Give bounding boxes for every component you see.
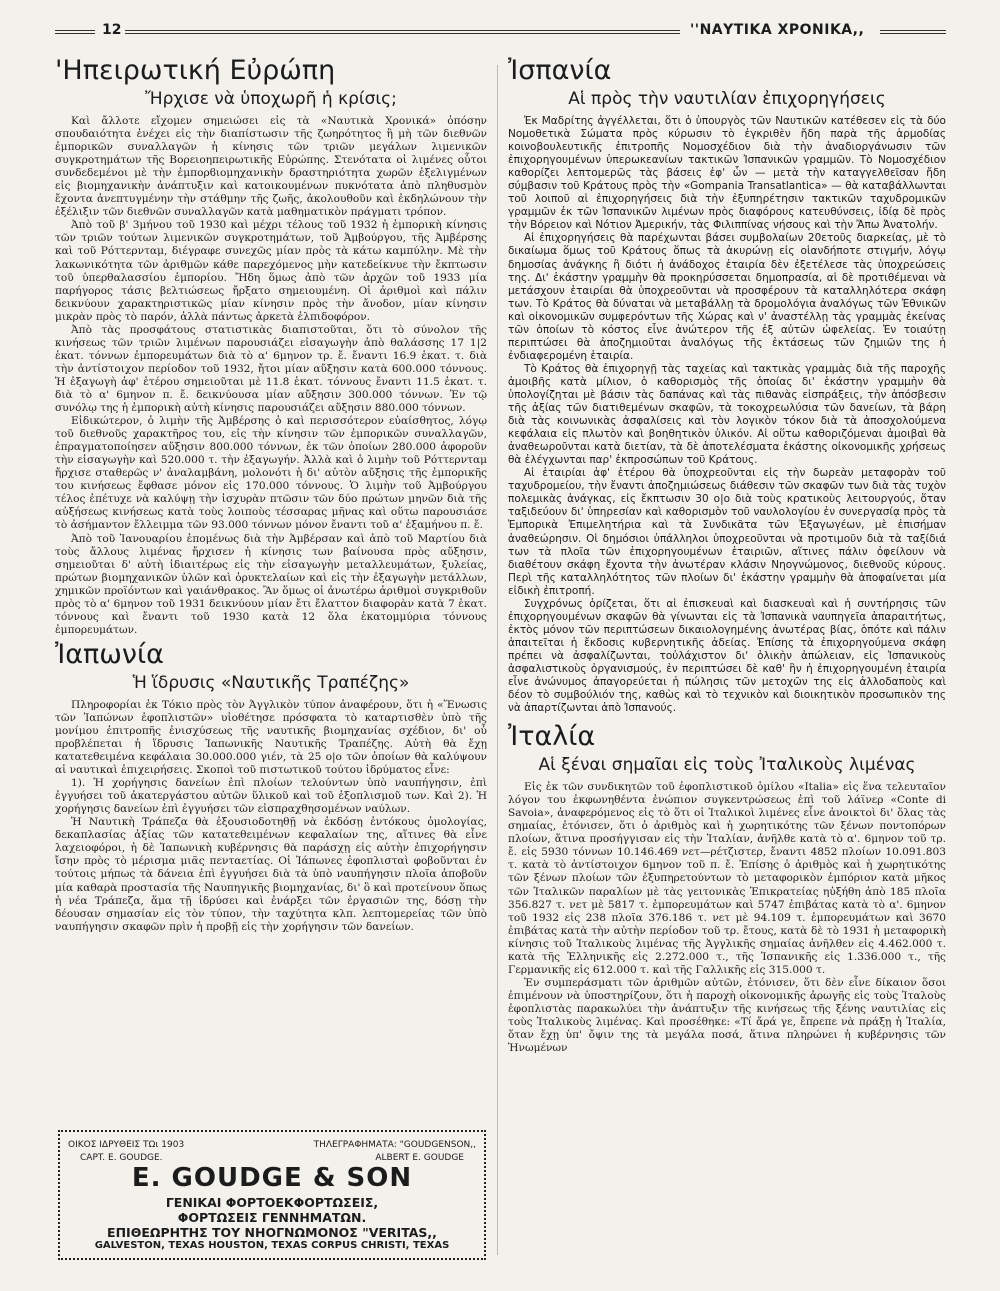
ad-top-row bbox=[68, 1140, 476, 1150]
left-column bbox=[55, 55, 487, 934]
japan-subheading: Ἡ ἵδρυσις «Ναυτικῆς Τραπέζης» bbox=[132, 672, 410, 693]
japan-paragraph: Ἡ Ναυτικὴ Τράπεζα θὰ ἐξουσιοδοτηθῇ νὰ ἐκδόσῃ ἐντόκους ὁμολογίας, δεκαπλασίας ἀξίας τῶν κατατεθειμένων κεφαλαίων της, αἵτινες θὰ εἶνε λαχειοφόροι, ἡ δὲ Ἰαπωνικὴ κυβέρνησις θὰ παράσχῃ εἰς αὐτὴν ἐπιχορήγησιν ἴσην πρὸς τὸ μέρισμα μιᾶς πενταετίας. Οἱ Ἰάπωνες ἐφοπλισταὶ φοβοῦνται ἐν τούτοις μήπως τὰ δάνεια ἐπὶ ἐγγυήσει διὰ τὰ ὑπὸ ναυπήγησιν πλοῖα ἀποβοῦν μία καθαρὰ προστασία τῆς Ναυπηγικῆς βιομηχανίας, δι' ὃ καὶ προτείνουν ὅπως ἡ νέα Τράπεζα, ἅμα τῇ ἱδρύσει καὶ ἐνάρξει τῶν ἐργασιῶν της, δόσῃ τὴν δέουσαν σημασίαν εἰς τὸν τύπον, τὴν ταχύτητα κλπ. λεπτομερείας τῶν ὑπὸ ναυπήγησιν σκαφῶν πρὶν ἡ προβῇ εἰς τὴν χορήγησιν τῶν δανείων. bbox=[55, 816, 487, 933]
goudge-advertisement bbox=[58, 1130, 486, 1260]
right-column bbox=[508, 55, 946, 1055]
header-rule-right bbox=[880, 30, 946, 34]
europe-subheading: Ἤρχισε νὰ ὑποχωρῆ ἡ κρίσις; bbox=[145, 89, 397, 109]
ad-company-name: E. GOUDGE & SON bbox=[131, 1163, 413, 1193]
ad-capt: CAPT. E. GOUDGE. bbox=[80, 1153, 163, 1163]
column-divider bbox=[497, 65, 498, 1255]
header-rule-middle bbox=[125, 30, 680, 34]
header-rule-left bbox=[55, 30, 95, 34]
japan-paragraph: Πληροφορίαι ἐκ Τόκιο πρὸς τὸν Ἀγγλικὸν τύπον ἀναφέρουν, ὅτι ἡ «Ἕνωσις τῶν Ἰαπώνων ἐφοπλιστῶν» υἱοθέτησε πρόσφατα τὸ καταρτισθὲν ὑπὸ τῆς μονίμου ἐπιτροπῆς ἐνισχύσεως τῆς ναυτικῆς βιομηχανίας σχέδιον, δι' οὗ προβλέπεται ἡ ἵδρυσις Ἰαπωνικῆς Ναυτικῆς Τραπέζης. Αὐτὴ θὰ ἔχῃ κατατεθειμένα κεφάλαια 30.000.000 γιέν, τὰ 25 ο|ο τῶν ὁποίων θὰ καλύψουν αἱ ναυτικαὶ ἐπιχειρήσεις. Σκοποὶ τοῦ πιστωτικοῦ τούτου ἱδρύματος εἶνε: bbox=[55, 698, 487, 777]
ad-locations: GALVESTON, TEXAS HOUSTON, TEXAS CORPUS CHRISTI, TEXAS bbox=[94, 1240, 450, 1251]
italy-paragraph: Εἰς ἐκ τῶν συνδικητῶν τοῦ ἐφοπλιστικοῦ ὁμίλου «Italia» εἰς ἕνα τελευταῖον λόγον του ἐκφωνηθέντα ἐνώπιον συγκεντρώσεως ἐπὶ τοῦ λάϊνερ «Conte di Savoia», ἀναφερόμενος εἰς τὸ ὅτι οἱ Ἰταλικοὶ λιμένες εἶνε ἀνοικτοὶ δι' ὅλας τὰς σημαίας, ἐτόνισεν, ὅτι ὁ ἀριθμὸς καὶ ἡ χωρητικότης τῶν ξένων ποντοπόρων πλοίων, ἅτινα προσήγγισαν εἰς τὴν Ἰταλίαν, ἀνῆλθε κατὰ τὸ α'. 6μηνον τοῦ τρ. ἔ. εἰς 5930 τόννων 10.146.469 νετ—ρέτζιστερ, ἔναντι 4852 πλοίων 10.091.803 τ. κατὰ τὸ ἀντίστοιχον 6μηνον τοῦ π. ἔ. Ἐπίσης ὁ ἀριθμὸς καὶ ἡ χωρητικότης τῶν ξένων πλοίων τῶν ἐξυπηρετούντων τὸ μεταφορικὸν ἐμπόριον κατὰ μῆκος τῶν Ἰταλικῶν παραλίων μὲ τὰς γειτονικὰς Ἐπικρατείας ηὐξήθη ἀπὸ 185 πλοῖα 356.827 τ. νετ μὲ 5817 τ. ἐμπορευμάτων καὶ 5747 ἐπιβάτας κατὰ τὸ α'. 6μηνον τοῦ 1932 εἰς 238 πλοῖα 376.186 τ. νετ μὲ 94.109 τ. ἐμπορευμάτων καὶ 3670 ἐπιβάτας κατὰ τὴν αὐτὴν περίοδον τοῦ τρ. ἔτους, κατὰ δὲ τὸ 1931 ἡ μεταφορικὴ κίνησις τοῦ Ἰταλικοὺς λιμένας τῆς Ἀγγλικῆς σημαίας ἀνῆλθεν εἰς 4.462.000 τ. κατὰ τῆς Ἑλληνικῆς εἰς 2.272.000 τ., τῆς Ἰσπανικῆς εἰς 1.336.000 τ., τῆς Γερμανικῆς εἰς 612.000 τ. καὶ τῆς Γαλλικῆς εἰς 315.000 τ. bbox=[508, 781, 946, 976]
spain-subheading: Αἱ πρὸς τὴν ναυτιλίαν ἐπιχορηγήσεις bbox=[568, 89, 886, 109]
europe-paragraph: Ἀπὸ τὰς προσφάτους στατιστικὰς διαπιστοῦται, ὅτι τὸ σύνολον τῆς κινήσεως τῶν τριῶν λιμένων παρουσιάζει εἰσαγωγὴν ἀπὸ θαλάσσης 17 1|2 ἑκατ. τόννων ἐμπορευμάτων διὰ τὸ α' 6μηνον τρ. ἔ. ἔναντι 16.9 ἑκατ. τ. διὰ τὴν ἀντίστοιχον περίοδον τοῦ 1932, ἤτοι μίαν αὔξησιν κατὰ 600.000 τόννους. Ἡ ἐξαγωγὴ ἀφ' ἑτέρου σημειοῦται μὲ 11.8 ἑκατ. τόννους ἔναντι 11.5 ἑκατ. τ. διὰ τὸ α' 6μηνον π. ἔ. δεικνύουσα μίαν αὔξησιν 300.000 τόννων. Ἐν τῷ συνόλῳ της ἡ ἐμπορικὴ αὐτὴ κίνησις παρουσιάζει αὔξησιν 880.000 τόννων. bbox=[55, 323, 487, 415]
ad-line: ΓΕΝΙΚΑΙ ΦΟΡΤΟΕΚΦΟΡΤΩΣΕΙΣ, bbox=[165, 1195, 379, 1210]
italy-heading: Ἰταλία bbox=[508, 721, 596, 753]
spain-paragraph: Τὸ Κράτος θὰ ἐπιχορηγῇ τὰς ταχείας καὶ τακτικὰς γραμμὰς διὰ τῆς παροχῆς ἀμοιβῆς κατὰ μίλιον, ὁ καθορισμὸς τῆς ὁποίας δι' ἑκάστην γραμμὴν θὰ ὑπολογίζηται μὲ βάσιν τὰς δαπάνας καὶ τὰς πιθανὰς εἰσπράξεις, τὴν ἀπόσβεσιν τῆς ἀξίας τῶν διατιθεμένων σκαφῶν, τὰ τοκοχρεωλύσια τῶν δανείων, τὰ βάρη διὰ τὰς κοινωνικὰς ἀσφαλίσεις καὶ τὸν λογικὸν τόκον διὰ τὰ ἀποσχολούμενα κεφάλαια εἰς πλωτὸν καὶ βοηθητικὸν ὑλικόν. Αἱ οὕτω καθοριζόμεναι ἀμοιβαὶ θὰ ἀναθεωροῦνται κατὰ διετίαν, τὰ δὲ ἀποτελέσματα ἑκάστης οἰκονομικῆς χρήσεως θὰ ἐλέγχωνται παρ' ἐκπροσώπων τοῦ Κράτους. bbox=[508, 362, 946, 467]
ad-albert: ALBERT E. GOUDGE bbox=[375, 1153, 464, 1163]
japan-paragraph: 1). Ἡ χορήγησις δανείων ἐπὶ πλοίων τελούντων ὑπὸ ναυπήγησιν, ἐπὶ ἐγγυήσει τοῦ ἀκατεργάστου αὐτῶν ὕλικοῦ καὶ τοῦ ἐξοπλισμοῦ των. Καὶ 2). Ἡ χορήγησις δανείων ἐπὶ ἐγγυήσει τῶν εἰσπραχθησομένων ναύλων. bbox=[55, 777, 487, 816]
japan-heading: Ἰαπωνία bbox=[55, 638, 164, 670]
spain-paragraph: Συγχρόνως ὁρίζεται, ὅτι αἱ ἐπισκευαὶ καὶ διασκευαὶ καὶ ἡ συντήρησις τῶν ἐπιχορηγουμένων σκαφῶν θὰ γίνωνται εἰς τὰ Ἰσπανικὰ ναυπηγεῖα ἀπαραιτήτως, ἐκτὸς μόνον τῶν περιπτώσεων δικαιολογημένης ἀνωτέρας βίας, ὁπότε καὶ πάλιν ἀπαιτεῖται ἡ ἔκδοσις κυβερνητικῆς ἀδείας. Ἐπίσης τὰ ἐπιχορηγούμενα σκάφη πρέπει νὰ ἀσφαλίζωνται, τοὐλάχιστον δι' ὁλικὴν ἀπώλειαν, εἰς Ἰσπανικοὺς ἀσφαλιστικοὺς ὀργανισμούς, ἐν περιπτώσει δὲ καθ' ἣν ἡ ἐπιχορηγουμένη ἑταιρία εἶνε ἀνώνυμος ἀπαγορεύεται ἡ πώλησις τῶν μετοχῶν της εἰς ἀλλοδαποὺς καὶ δέον τὸ συμβούλιόν της, καθὼς καὶ τὸ τεχνικὸν καὶ διοικητικὸν προσωπικὸν της νὰ ἀπαρτίζωνται ἀπὸ Ἰσπανούς. bbox=[508, 597, 946, 715]
italy-paragraph: Ἐν συμπεράσματι τῶν ἀριθμῶν αὐτῶν, ἐτόνισεν, ὅτι δὲν εἶνε δίκαιον ὅσοι ἐπιμένουν νὰ ὑποστηρίζουν, ὅτι ἡ παροχὴ οἰκονομικῆς ἀρωγῆς εἰς τοὺς Ἰταλοὺς ἐφοπλιστὰς παρακωλύει τὴν ἀνάπτυξιν τῆς κινήσεως τῆς ξένης ναυτιλίας εἰς τοὺς Ἰταλικοὺς λιμένας. Καὶ προσέθηκε: «Τί ἄρά γε, ἔπρεπε νὰ πράξῃ ἡ Ἰταλία, ὅταν ἔχῃ ὑπ' ὄψιν της τὰ μεγάλα ποσά, ἅτινα πληρώνει ἡ κυβέρνησις τῶν Ἡνωμένων bbox=[508, 976, 946, 1055]
europe-paragraph: Ἀπὸ τοῦ β' 3μήνου τοῦ 1930 καὶ μέχρι τέλους τοῦ 1932 ἡ ἐμπορικὴ κίνησις τῶν τριῶν τούτων λιμενικῶν συγκροτημάτων, τοῦ Ἀμβούργου, τῆς Ἀμβέρσης καὶ τοῦ Ρόττερνταμ, διέγραφε συνεχῶς μίαν πρὸς τὰ κάτω καμπύλην. Μὲ τὴν λακωνικότητα τῶν ἀριθμῶν κάθε παρεχόμενος μὴν κατεδείκνυε τὴν ἔκπτωσιν τοῦ ὑπερθαλασσίου ἐμπορίου. Ἤδη ὅμως ἀπὸ τῶν ἀρχῶν τοῦ 1933 μία παρήγορος τάσις βελτιώσεως ἤρξατο σημειουμένη. Οἱ ἀριθμοὶ καὶ πάλιν δεικνύουν χαρακτηριστικῶς μίαν κίνησιν πρὸς τὴν ἄνοδον, μίαν κίνησιν μικρὰν πρὸς τὸ παρόν, ἀλλὰ πάντως ἀρκετὰ ἐλπιδοφόρον. bbox=[55, 219, 487, 323]
ad-line: ΦΟΡΤΩΣΕΙΣ ΓΕΝΝΗΜΑΤΩΝ. bbox=[177, 1210, 367, 1225]
europe-paragraph: Ἀπὸ τοῦ Ἰανουαρίου ἑπομένως διὰ τὴν Ἀμβέρσαν καὶ ἀπὸ τοῦ Μαρτίου διὰ τοὺς ἄλλους λιμένας ἤρχισεν ἡ κίνησις των βαίνουσα πρὸς αὔξησιν, σημειοῦται δ' αὐτὴ ἰδιαιτέρως εἰς τὴν εἰσαγωγὴν μεταλλευμάτων, ξυλείας, πρώτων βιομηχανικῶν ὑλῶν καὶ ὀρυκτελαίων καὶ εἰς τὴν ἐξαγωγὴν μετάλλων, χημικῶν προϊόντων καὶ γαιάνθρακος. Ἂν ὅμως οἱ ἀνωτέρω ἀριθμοὶ συγκριθοῦν πρὸς τὸ α' 6μηνον τοῦ 1931 δεικνύουν μίαν ἔτι ἔλαττον διαφορὰν κατὰ 7 ἑκατ. τόννους καὶ ἔναντι τοῦ 1930 κατὰ 12 ὅλα ἑκατομμύρια τόννους ἐμπορευμάτων. bbox=[55, 532, 487, 636]
europe-heading: 'Ηπειρωτική Εὐρώπη bbox=[55, 55, 336, 86]
page-number: 12 bbox=[102, 22, 122, 38]
spain-paragraph: Ἐκ Μαδρίτης ἀγγέλλεται, ὅτι ὁ ὑπουργὸς τῶν Ναυτικῶν κατέθεσεν εἰς τὰ δύο Νομοθετικὰ Σώματα πρὸς κύρωσιν τὸ ἐγκριθὲν ἤδη παρὰ τῆς ἁρμοδίας κοινοβουλευτικῆς ἐπιτροπῆς Νομοσχέδιον διὰ τὴν ἀναδιοργάνωσιν τῶν ἐπιχορηγουμένων ὑπερωκεανίων τακτικῶν Ἰσπανικῶν γραμμῶν. Τὸ Νομοσχέδιον καθορίζει λεπτομερῶς τὰς βάσεις ἐφ' ὧν — μετὰ τὴν καταγγελθεῖσαν ἤδη σύμβασιν τοῦ Κράτους πρὸς τὴν «Gompania Transatlantica» — θὰ καταβάλλωνται τοῦ λοιποῦ αἱ ἐπιχορηγήσεις διὰ τὴν ἐξυπηρέτησιν τακτικῶν ταχυδρομικῶν γραμμῶν ἐκ τῶν Ἰσπανικῶν λιμένων πρὸς διαφόρους κατευθύνσεις, ἰδίᾳ δὲ πρὸς τὴν Βόρειον καὶ Νότιον Ἀμερικήν, τὰς Φιλιππίνας νήσους καὶ τὴν Ἄπω Ἀνατολήν. bbox=[508, 115, 946, 232]
italy-subheading: Αἱ ξέναι σημαῖαι εἰς τοὺς Ἰταλικοὺς λιμένας bbox=[538, 755, 916, 776]
ad-line: ΕΠΙΘΕΩΡΗΤΗΣ ΤΟΥ ΝΗΟΓΝΩΜΟΝΟΣ "VERITAS,, bbox=[107, 1225, 437, 1240]
spain-paragraph: Αἱ ἐπιχορηγήσεις θὰ παρέχωνται βάσει συμβολαίων 20ετοῦς διαρκείας, μὲ τὸ δικαίωμα ὅμως τοῦ Κράτους ὅπως τὰ ἀκυρώνῃ εἰς οἱανδήποτε στιγμήν, λόγῳ δημοσίας ἀνάγκης ἢ διότι ἡ ἀνάδοχος ἑταιρία δὲν ἐξετέλεσε τὰς ὑποχρεώσεις της. Δι' ἑκάστην γραμμὴν θὰ προκηρύσσεται δημοπρασία, αἱ δὲ προτιθέμεναι νὰ μετάσχουν ἑταιρίαι θὰ ὑποχρεοῦνται νὰ προσφέρουν τὰ καταλληλότερα σκάφη των. Τὸ Κράτος θὰ δύναται νὰ μεταβάλλῃ τὰ δρομολόγια ἀναλόγως τῶν Ἐθνικῶν καὶ οἰκονομικῶν συμφερόντων τῆς Χώρας καὶ ν' ἀναστέλλῃ τὰς γραμμὰς ἐκείνας τῶν ὁποίων τὸ κόστος εἶνε ἀνώτερον τῆς ἐξ αὐτῶν ὠφελείας. Ἐν τοιαύτῃ περιπτώσει θὰ ἀποζημιοῦται ἀναλόγως τῆς ἐκτάσεως τῶν ζημιῶν της ἡ ἐνδιαφερομένη ἑταιρία. bbox=[508, 232, 946, 362]
ad-founded: ΟΙΚΟΣ ΙΔΡΥΘΕΙΣ ΤΩι 1903 bbox=[68, 1140, 185, 1150]
europe-paragraph: Εἰδικώτερον, ὁ λιμὴν τῆς Ἀμβέρσης ὁ καὶ περισσότερον εὐαίσθητος, λόγῳ τοῦ διεθνοῦς χαρακτῆρος του, εἰς τὴν κίνησιν τῶν ἐμπορικῶν συναλλαγῶν, ἐπραγματοποίησεν αὔξησιν 800.000 τόννων, ἐκ τῶν ὁποίων 280.000 ἀφοροῦν τὴν εἰσαγωγὴν καὶ 520.000 τ. τὴν ἐξαγωγήν. Ἀλλὰ καὶ ὁ λιμὴν τοῦ Ρόττερνταμ ἤρχισε σταθερῶς ν' ἀναλαμβάνη, μολονότι ἡ δι' αὐτὸν αὔξησις τῆς ἐμπορικῆς του κινήσεως ἔφθασε μόνον εἰς 170.000 τόννους. Ὁ λιμὴν τοῦ Ἀμβούργου τέλος ἐπέτυχε νὰ καλύψῃ τὴν ἰσχυρὰν πτῶσιν τῶν δύο πρώτων μηνῶν διὰ τῆς αὐξήσεως κινήσεως κατὰ τοὺς λοιποὺς τέσσαρας μῆνας καὶ οὕτω παρουσιάσε τὸ ἀσήμαντον ἔλλειμμα τῶν 93.000 τόννων μόνον ἔναντι τοῦ α' ἑξαμήνου π. ἔ. bbox=[55, 415, 487, 532]
journal-title: ''ΝΑΥΤΙΚΑ ΧΡΟΝΙΚΑ,, bbox=[690, 22, 865, 38]
europe-paragraph: Καὶ ἄλλοτε εἴχομεν σημειώσει εἰς τὰ «Ναυτικὰ Χρονικά» ὁπόσην σπουδαιότητα ἐνέχει εἰς τὴν διαπίστωσιν τῆς ζωηρότητος ἢ μὴ τῶν διεθνῶν ἐμπορικῶν συναλλαγῶν ἡ κίνησις τῶν τριῶν μεγάλων λιμενικῶν συγκροτημάτων τῆς Βορειοηπειρωτικῆς Εὐρώπης. Στενότατα οἱ λιμένες οὗτοι συνδεδεμένοι μὲ τὴν ἐμπορϐιομηχανικὴν δραστηριότητα χωρῶν ἐξελιγμένων εἰς βιομηχανικὴν ἀνάπτυξιν καὶ κατοικουμένων πυκνότατα ἀπὸ πληθυσμὸν ἔχοντα ἀνεπτυγμένην τὴν στάθμην τῆς ζωῆς, ἀκολουθοῦν καὶ ἐκδηλώνουν τὴν ἐξέλιξιν τῶν διεθνῶν συναλλαγῶν κατὰ μαθηματικὸν πράγματι τρόπον. bbox=[55, 115, 487, 219]
spain-heading: Ἰσπανία bbox=[508, 55, 612, 86]
ad-names-row bbox=[80, 1153, 464, 1163]
spain-paragraph: Αἱ ἑταιρίαι ἀφ' ἑτέρου θὰ ὑποχρεοῦνται εἰς τὴν δωρεὰν μεταφορὰν τοῦ ταχυδρομείου, τὴν ἔναντι ἀποζημιώσεως διάθεσιν τῶν σκαφῶν των διὰ τὰς τυχὸν πολεμικὰς ἀνάγκας, εἰς ἔκπτωσιν 30 ο|ο διὰ τοὺς κρατικοὺς λειτουργούς, ὅταν ταξιδεύουν δι' ὑπηρεσίαν καὶ καθορισμὸν τοῦ ναυλολογίου ἐν συνεργασίᾳ πρὸς τὰ Ἐμπορικὰ Ἐπιμελητήρια καὶ τὰ Συνδικᾶτα τῶν Ἐξαγωγέων, μὲ ἐπισήμαν ἀναθεώρησιν. Οἱ δημόσιοι ὑπάλληλοι ὑποχρεοῦνται νὰ προτιμοῦν διὰ τὰ ταξίδιά των τὰ πλοῖα τῶν ἐπιχορηγουμένων ἑταιριῶν, αἵτινες πάλιν ὀφείλουν νὰ διαθέτουν σκάφη ἔχοντα τὴν ἀνωτέραν κλάσιν Νηογνώμονος, διεθνοῦς κύρους. Περὶ τῆς καταλληλότητος τῶν πλοίων δι' ἑκάστην γραμμὴν θὰ ἀποφαίνεται μία εἰδικὴ ἐπιτροπή. bbox=[508, 467, 946, 597]
ad-telegrams: ΤΗΛΕΓΡΑΦΗΜΑΤΑ: "GOUDGENSON,, bbox=[313, 1140, 476, 1150]
